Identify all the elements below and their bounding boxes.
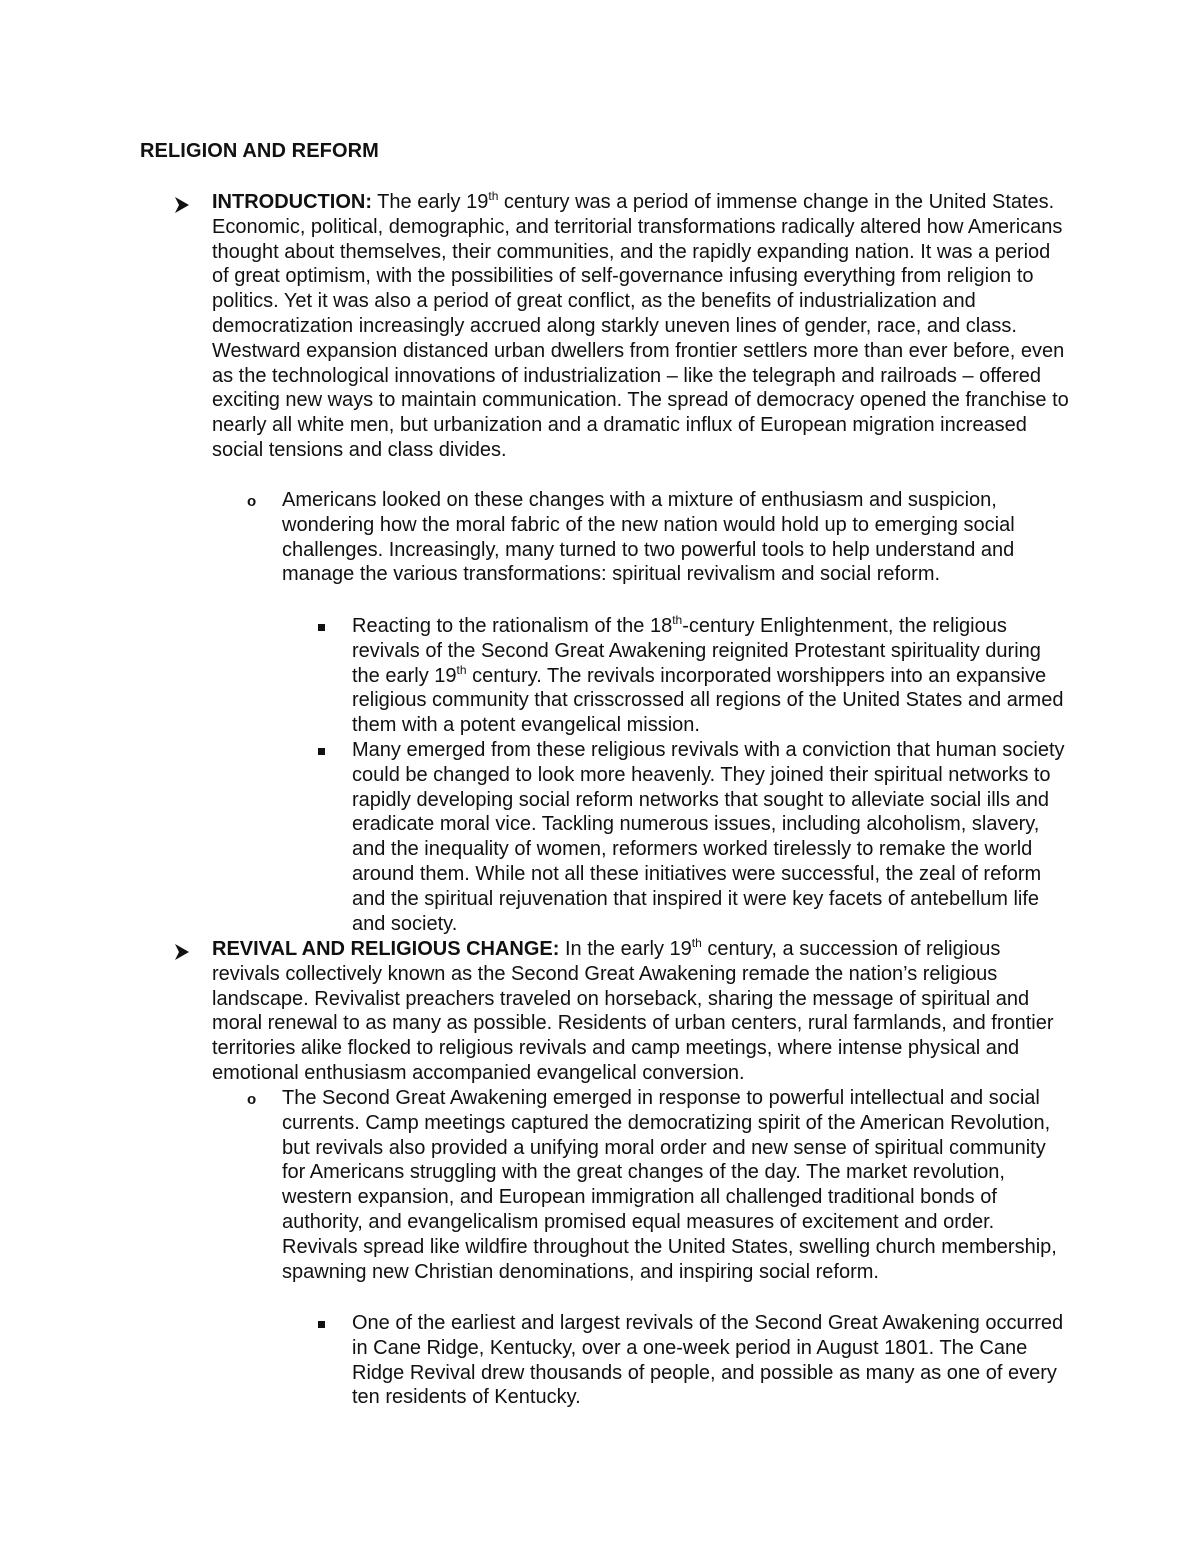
intro-text-1: The early 19	[371, 191, 489, 213]
subsub1-superscript-2: th	[456, 662, 467, 677]
circle-bullet-icon: o	[247, 1091, 257, 1108]
document-title: RELIGION AND REFORM	[140, 140, 379, 162]
intro-sub-sub-point-2: Many emerged from these religious revivals with a conviction that human society could be changed to look more heavenly. They joined their spiritual networks to rapidly developing social reform networks that sought to alleviate social ills and eradicate moral vice. Tackling numerous issues, including alcoholism, slavery, and the inequality of women, reformers worked tirelessly to remake the world around them. While not all these initiatives were successful, the zeal of reform and the spiritual rejuvenation that inspired it were key facets of antebellum life and society.	[352, 739, 1065, 935]
revival-sub-sub-point-1: One of the earliest and largest revivals of the Second Great Awakening occurred in Cane Ridge, Kentucky, over a one-week period in August 1801. The Cane Ridge Revival drew thousands of people, and possible as many as one of every ten residents of Kentucky.	[352, 1312, 1064, 1409]
intro-heading: INTRODUCTION:	[212, 191, 372, 213]
revival-paragraph	[212, 937, 1072, 1086]
revival-heading: REVIVAL AND RELIGIOUS CHANGE:	[212, 938, 560, 960]
revival-text-1: In the early 19	[559, 938, 692, 960]
arrowhead-bullet-icon	[172, 940, 192, 964]
square-bullet-icon	[318, 1321, 325, 1328]
subsub1-text-2: -century Enlightenment, the religious revivals of the Second Great Awakening reignited Protestant spirituality during the early 19	[352, 615, 1041, 687]
subsub1-text-1: Reacting to the rationalism of the 18	[352, 615, 673, 637]
revival-superscript: th	[691, 936, 702, 950]
revival-sub-point-1: The Second Great Awakening emerged in response to powerful intellectual and social currents. Camp meetings captured the democratizing spirit of the American Revolution, but revivals also provided a unifying moral order and new sense of spiritual community for Americans struggling with the great changes of the day. The market revolution, western expansion, and European immigration all challenged traditional bonds of authority, and evangelicalism promised equal measures of excitement and order. Revivals spread like wildfire throughout the United States, swelling church membership, spawning new Christian denominations, and inspiring social reform.	[282, 1087, 1057, 1283]
subsub1-superscript-1: th	[672, 613, 683, 627]
subsub1-text-3: century. The revivals incorporated worshippers into an expansive religious community that crisscrossed all regions of the United States and armed them with a potent evangelical mission.	[352, 664, 1064, 737]
intro-text-2: century was a period of immense change in the United States. Economic, political, demographic, and territorial transformations radically altered how Americans thought about themselves, their communities, and the rapidly expanding nation. It was a period of great optimism, with the possibilities of self-governance infusing everything from religion to politics. Yet it was also a period of great conflict, as the benefits of industrialization and democratization increasingly accrued along starkly uneven lines of gender, race, and class. Westward expansion distanced urban dwellers from frontier settlers more than ever before, even as the technological innovations of industrialization – like the telegraph and railroads – offered exciting new ways to maintain communication. The spread of democracy opened the franchise to nearly all white men, but urbanization and a dramatic influx of European migration increased social tensions and class divides.	[212, 191, 1069, 461]
intro-paragraph	[212, 190, 1072, 463]
revival-text-2: century, a succession of religious revivals collectively known as the Second Great Awakening remade the nation’s religious landscape. Revivalist preachers traveled on horseback, sharing the message of spiritual and moral renewal to as many as possible. Residents of urban centers, rural farmlands, and frontier territories alike flocked to religious revivals and camp meetings, where intense physical and emotional enthusiasm accompanied evangelical conversion.	[212, 938, 1054, 1084]
circle-bullet-icon: o	[247, 493, 257, 510]
intro-sub-sub-point-1	[352, 614, 1072, 738]
square-bullet-icon	[318, 624, 325, 631]
intro-sub-point-1: Americans looked on these changes with a mixture of enthusiasm and suspicion, wondering how the moral fabric of the new nation would hold up to emerging social challenges. Increasingly, many turned to two powerful tools to help understand and manage the various transformations: spiritual revivalism and social reform.	[282, 489, 1015, 586]
intro-superscript: th	[488, 189, 499, 203]
arrowhead-bullet-icon	[172, 193, 192, 217]
square-bullet-icon	[318, 748, 325, 755]
